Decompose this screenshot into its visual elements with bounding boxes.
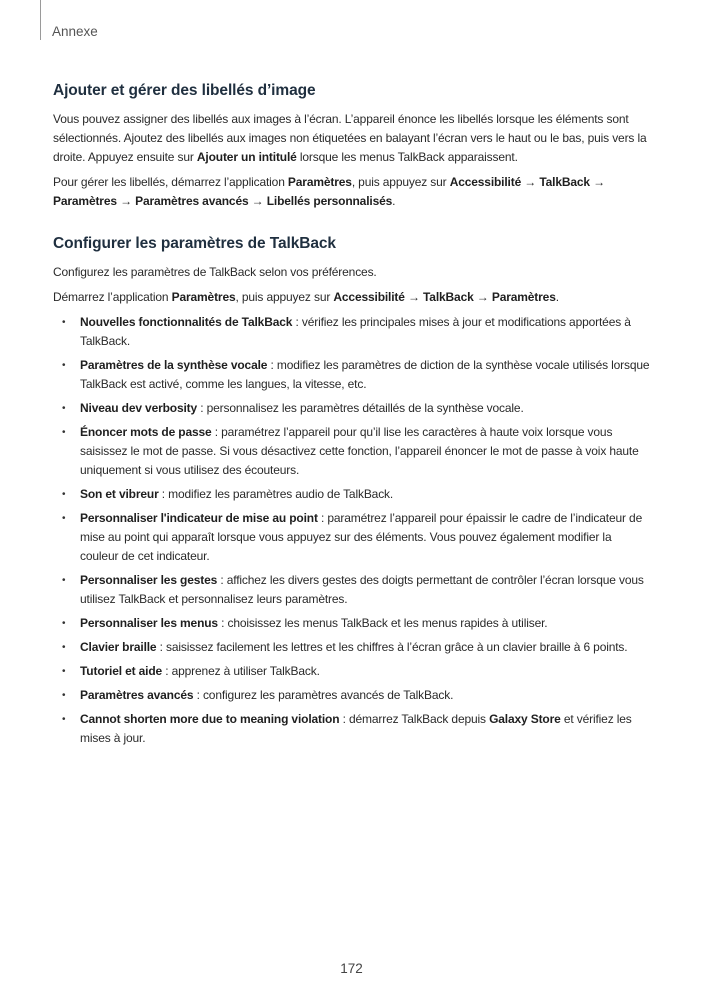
section-header-label: Annexe xyxy=(52,24,98,39)
bold-term: Niveau dev verbosity xyxy=(80,401,198,415)
bold-term: Ajouter un intitulé xyxy=(196,150,297,164)
list-item xyxy=(53,485,650,504)
list-item xyxy=(53,313,650,351)
text-run: lorsque les menus TalkBack apparaissent. xyxy=(296,150,518,164)
talkback-settings-list xyxy=(53,313,650,748)
bold-term: Accessibilité xyxy=(333,290,405,304)
list-item xyxy=(53,509,650,566)
bold-term: Paramètres xyxy=(287,175,352,189)
bullet-icon: • xyxy=(62,714,66,725)
item-description: : modifiez les paramètres de diction de la synthèse vocale utilisés lorsque TalkBack est activé, comme les langues, la vitesse, etc. xyxy=(80,358,650,391)
bold-term: Libellés personnalisés xyxy=(266,194,393,208)
arrow-separator: → xyxy=(589,175,605,189)
bold-term: Paramètres avancés xyxy=(80,688,194,702)
bullet-icon: • xyxy=(62,642,66,653)
page-number: 172 xyxy=(340,961,363,976)
bullet-icon: • xyxy=(62,666,66,677)
bold-term: Personnaliser les gestes xyxy=(80,573,218,587)
bold-term: Personnaliser l'indicateur de mise au point xyxy=(80,511,318,525)
item-description: : saisissez facilement les lettres et les chiffres à l’écran grâce à un clavier braille à 6 points. xyxy=(156,640,628,654)
item-description: : affichez les divers gestes des doigts permettant de contrôler l’écran lorsque vous utilisez TalkBack et personnalisez leurs paramètres. xyxy=(80,573,644,606)
item-description: : configurez les paramètres avancés de TalkBack. xyxy=(193,688,454,702)
text-run: Démarrez l’application xyxy=(53,290,172,304)
list-item xyxy=(53,423,650,480)
arrow-separator: → xyxy=(248,194,267,208)
text-run: , puis appuyez sur xyxy=(351,175,450,189)
text-run: , puis appuyez sur xyxy=(235,290,334,304)
bold-term: Galaxy Store xyxy=(489,712,561,726)
list-item xyxy=(53,399,650,418)
item-description: : vérifiez les principales mises à jour et modifications apportées à TalkBack. xyxy=(80,315,631,348)
item-description: : choisissez les menus TalkBack et les menus rapides à utiliser. xyxy=(217,616,548,630)
bold-term: Cannot shorten more due to meaning violation xyxy=(80,712,340,726)
item-description: : paramétrez l’appareil pour épaissir le cadre de l’indicateur de mise au point qui apparaît lorsque vous appuyez sur des éléments. Vous pouvez également modifier la couleur de cet indicateur. xyxy=(80,511,643,563)
bullet-icon: • xyxy=(62,403,66,414)
bullet-icon: • xyxy=(62,690,66,701)
list-item xyxy=(53,638,650,657)
arrow-separator: → xyxy=(521,175,540,189)
item-description: : paramétrez l’appareil pour qu’il lise les caractères à haute voix lorsque vous saisissez le mot de passe. Si vous désactivez cette fonction, l’appareil énoncer le mot de passe à voix haute uniquement si vous utilisez des écouteurs. xyxy=(80,425,639,477)
bullet-icon: • xyxy=(62,575,66,586)
item-description: : démarrez TalkBack depuis xyxy=(339,712,490,726)
item-description: : personnalisez les paramètres détaillés de la synthèse vocale. xyxy=(197,401,524,415)
header-rule xyxy=(40,0,41,40)
manage-labels-paragraph xyxy=(53,173,650,211)
text-run: . xyxy=(555,290,559,304)
list-item xyxy=(53,710,650,748)
bold-term: Paramètres de la synthèse vocale xyxy=(80,358,268,372)
bold-term: Paramètres xyxy=(171,290,236,304)
arrow-separator: → xyxy=(404,290,424,304)
text-run: Vous pouvez assigner des libellés aux images à l’écran. L’appareil énonce les libellés lorsque les éléments sont sélectionnés. Ajoutez des libellés aux images non étiquetées en balayant l’écran vers le haut ou le bas, puis vers la droite. Appuyez ensuite sur xyxy=(53,112,647,164)
page-content xyxy=(53,82,650,753)
talkback-path-paragraph xyxy=(53,288,650,307)
arrow-separator: → xyxy=(473,290,492,304)
item-description: : apprenez à utiliser TalkBack. xyxy=(162,664,320,678)
bold-term: TalkBack xyxy=(423,290,474,304)
bold-term: Paramètres avancés xyxy=(135,194,249,208)
list-item xyxy=(53,662,650,681)
image-labels-paragraph xyxy=(53,110,650,167)
bold-term: Personnaliser les menus xyxy=(80,616,218,630)
bullet-icon: • xyxy=(62,427,66,438)
bullet-icon: • xyxy=(62,360,66,371)
bold-term: Énoncer mots de passe xyxy=(80,425,212,439)
list-item xyxy=(53,686,650,705)
bold-term: Son et vibreur xyxy=(80,487,159,501)
list-item xyxy=(53,571,650,609)
talkback-intro-paragraph: Configurez les paramètres de TalkBack selon vos préférences. xyxy=(53,265,377,279)
bold-term: Paramètres xyxy=(491,290,556,304)
item-description: : modifiez les paramètres audio de TalkBack. xyxy=(158,487,394,501)
bold-term: Accessibilité xyxy=(449,175,522,189)
text-run: Pour gérer les libellés, démarrez l’application xyxy=(53,175,288,189)
item-description: et vérifiez les mises à jour. xyxy=(80,712,632,745)
text-run: . xyxy=(392,194,396,208)
bold-term: TalkBack xyxy=(539,175,590,189)
bullet-icon: • xyxy=(62,489,66,500)
bold-term: Paramètres xyxy=(53,194,117,208)
section-title-talkback-settings: Configurer les paramètres de TalkBack xyxy=(53,235,336,252)
bullet-icon: • xyxy=(62,317,66,328)
bullet-icon: • xyxy=(62,618,66,629)
bold-term: Nouvelles fonctionnalités de TalkBack xyxy=(80,315,293,329)
list-item xyxy=(53,356,650,394)
list-item xyxy=(53,614,650,633)
arrow-separator: → xyxy=(116,194,136,208)
section-title-image-labels: Ajouter et gérer des libellés d’image xyxy=(53,82,316,99)
bold-term: Clavier braille xyxy=(80,640,157,654)
bold-term: Tutoriel et aide xyxy=(80,664,163,678)
bullet-icon: • xyxy=(62,513,66,524)
